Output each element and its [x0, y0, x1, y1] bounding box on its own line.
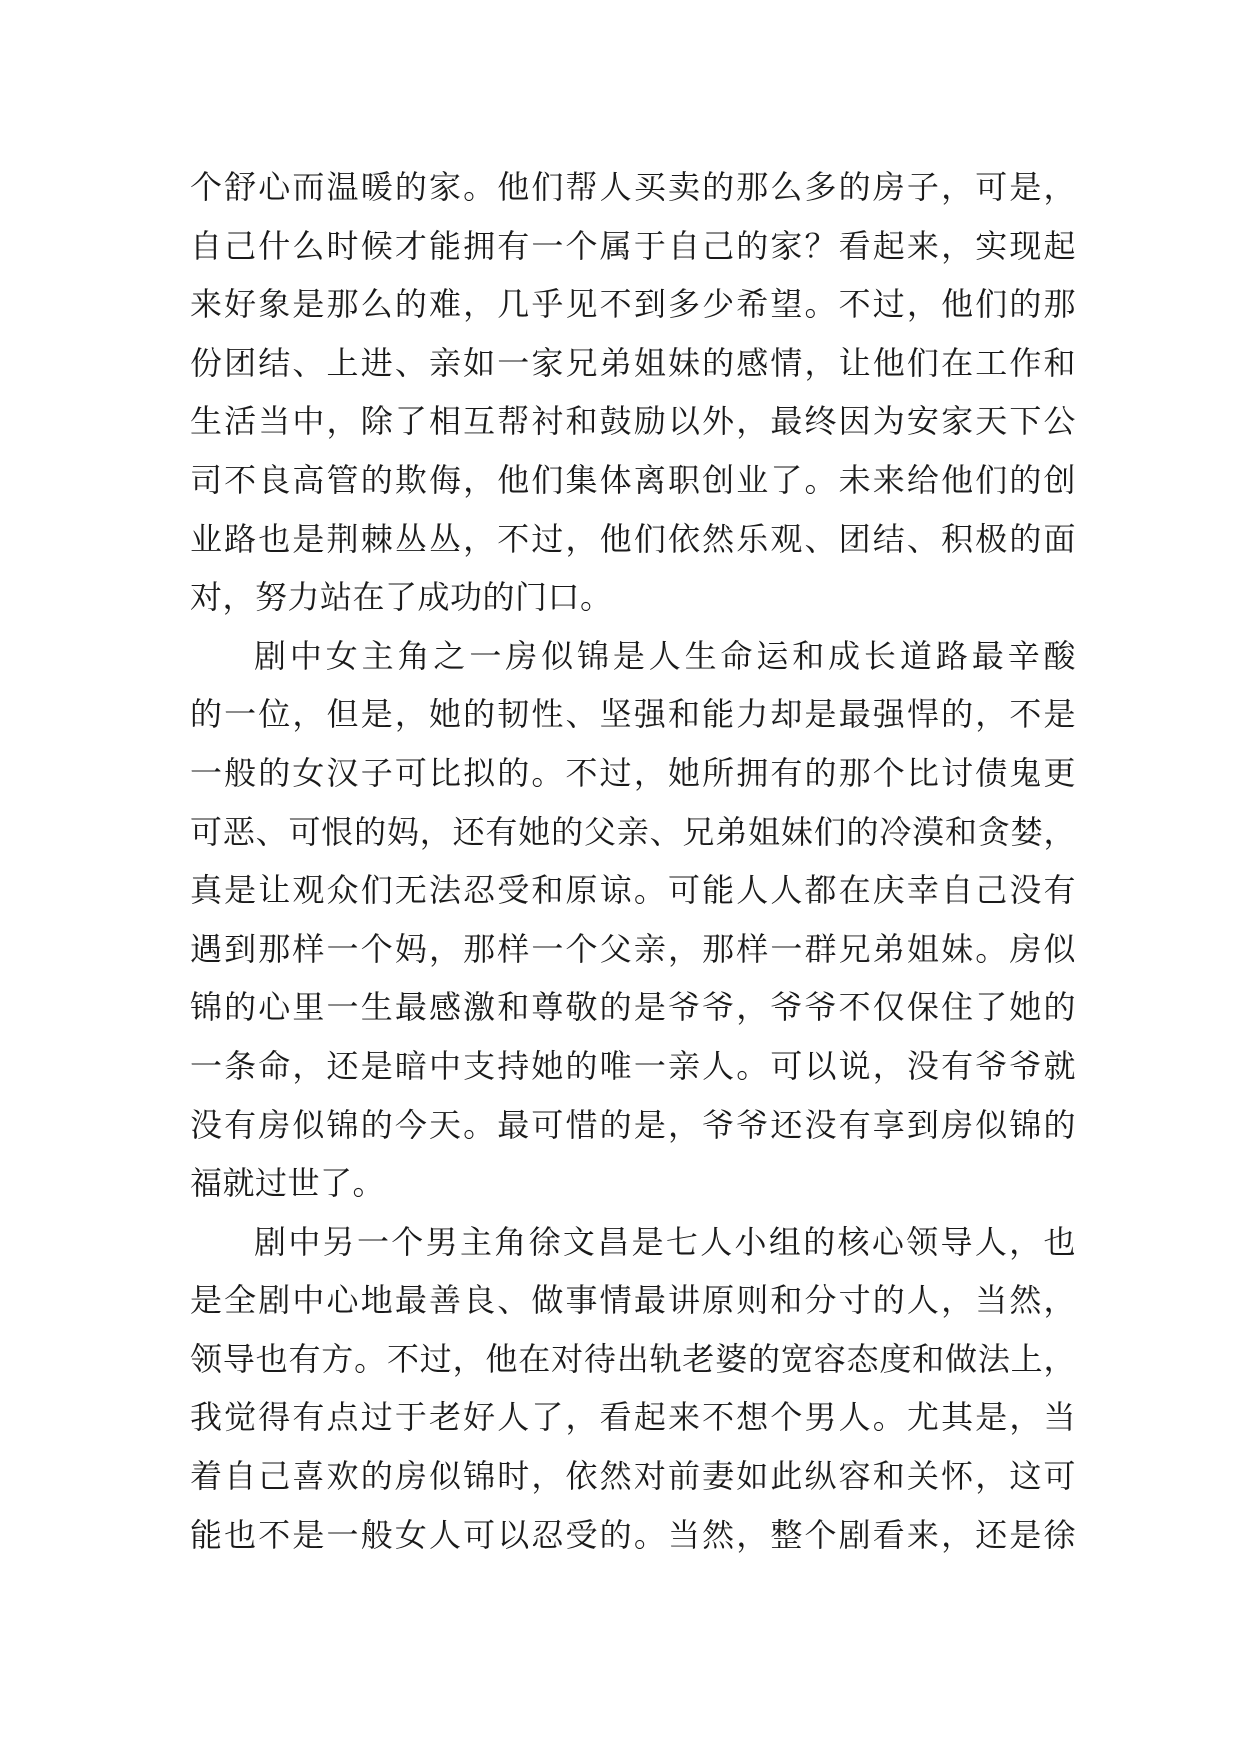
text-line: 生活当中，除了相互帮衬和鼓励以外，最终因为安家天下公 [190, 402, 1076, 441]
text-line: 能也不是一般女人可以忍受的。当然，整个剧看来，还是徐 [190, 1515, 1076, 1554]
text-line: 份团结、上进、亲如一家兄弟姐妹的感情，让他们在工作和 [190, 343, 1076, 382]
text-line: 的一位，但是，她的韧性、坚强和能力却是最强悍的，不是 [190, 695, 1076, 734]
text-line: 我觉得有点过于老好人了，看起来不想个男人。尤其是，当 [190, 1398, 1076, 1437]
paragraph-first-line: 剧中女主角之一房似锦是人生命运和成长道路最辛酸 [254, 636, 1076, 675]
text-line: 没有房似锦的今天。最可惜的是，爷爷还没有享到房似锦的 [190, 1105, 1076, 1144]
text-line: 可恶、可恨的妈，还有她的父亲、兄弟姐妹们的冷漠和贪婪， [190, 812, 1076, 851]
body-text [190, 158, 1076, 1564]
text-line: 真是让观众们无法忍受和原谅。可能人人都在庆幸自己没有 [190, 871, 1076, 910]
text-line: 司不良高管的欺侮，他们集体离职创业了。未来给他们的创 [190, 460, 1076, 499]
text-line: 个舒心而温暖的家。他们帮人买卖的那么多的房子，可是， [190, 168, 1076, 206]
text-line: 来好象是那么的难，几乎见不到多少希望。不过，他们的那 [190, 285, 1076, 324]
paragraph-first-line: 剧中另一个男主角徐文昌是七人小组的核心领导人，也 [254, 1222, 1076, 1261]
text-line: 一般的女汉子可比拟的。不过，她所拥有的那个比讨债鬼更 [190, 753, 1076, 792]
text-line: 业路也是荆棘丛丛，不过，他们依然乐观、团结、积极的面 [190, 519, 1076, 558]
text-line: 对，努力站在了成功的门口。 [190, 578, 613, 617]
text-line: 自己什么时候才能拥有一个属于自己的家？看起来，实现起 [190, 226, 1076, 265]
text-line: 遇到那样一个妈，那样一个父亲，那样一群兄弟姐妹。房似 [190, 929, 1076, 968]
text-line: 领导也有方。不过，他在对待出轨老婆的宽容态度和做法上， [190, 1339, 1076, 1378]
text-line: 锦的心里一生最感激和尊敬的是爷爷，爷爷不仅保住了她的 [190, 988, 1076, 1027]
text-line: 是全剧中心地最善良、做事情最讲原则和分寸的人，当然， [190, 1281, 1076, 1320]
text-line: 福就过世了。 [190, 1164, 386, 1203]
text-line: 着自己喜欢的房似锦时，依然对前妻如此纵容和关怀，这可 [190, 1457, 1076, 1496]
text-line: 一条命，还是暗中支持她的唯一亲人。可以说，没有爷爷就 [190, 1046, 1076, 1085]
